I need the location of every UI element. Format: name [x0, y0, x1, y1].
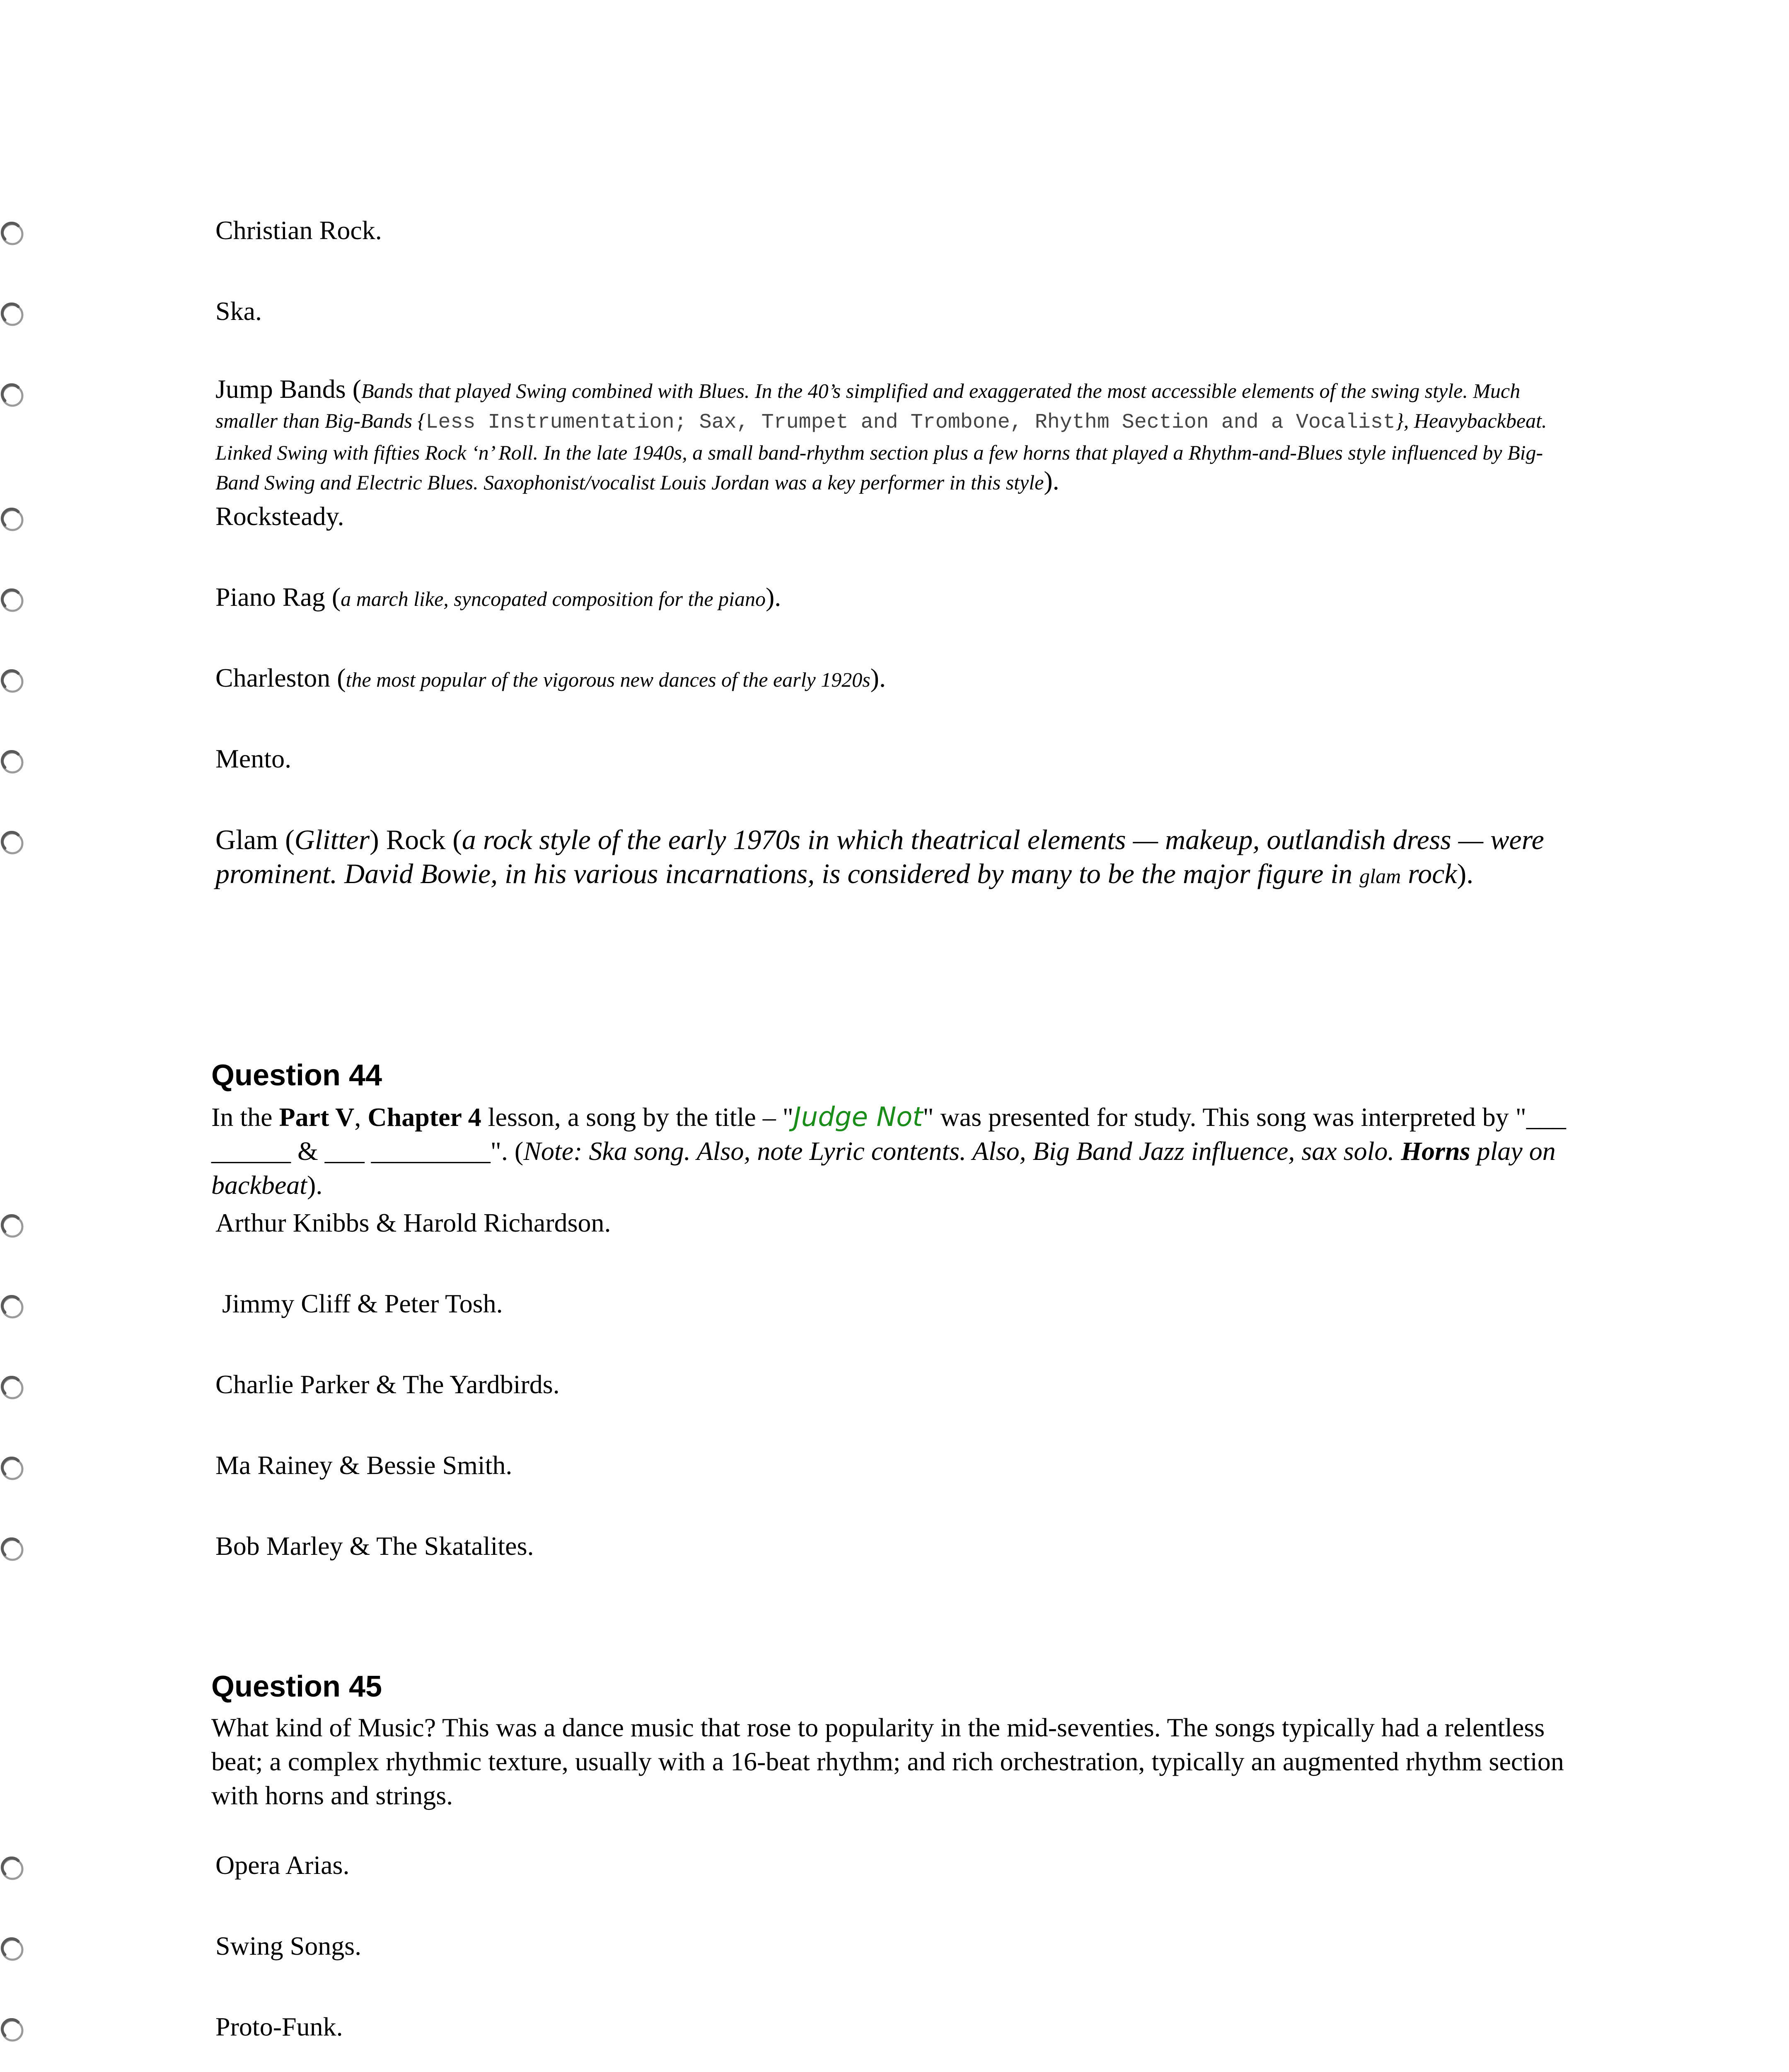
option-label: Proto-Funk.: [215, 2012, 343, 2041]
option-christian-rock: [215, 213, 1574, 247]
option-mento: [215, 742, 1574, 776]
option-label: Bob Marley & The Skatalites.: [215, 1531, 534, 1561]
option-marley-skatalites: [215, 1529, 1574, 1563]
radio-button-parker-yardbirds[interactable]: [0, 1376, 25, 1401]
song-title: Judge Not: [793, 1102, 923, 1133]
option-title: Piano Rag: [215, 582, 325, 612]
part-reference: Part V: [279, 1102, 355, 1132]
radio-button-knibbs-richardson[interactable]: [0, 1214, 25, 1239]
option-label: Jump Bands (Bands that played Swing combined with Blues. In the 40’s simplified and exaggerated the most accessible elements of the swing style. Much smaller than Big-Bands {Less Instrumentation; Sax, Trumpet and Trombone, Rhythm Section and a Vocalist}, Heavybackbeat. Linked Swing with fifties Rock ‘n’ Roll. In the late 1940s, a small band-rhythm section plus a few horns that played a Rhythm-and-Blues style influenced by Big-Band Swing and Electric Blues. Saxophonist/vocalist Louis Jordan was a key performer in this style).: [215, 374, 1547, 495]
option-swing-songs: [215, 1929, 1574, 1963]
question-note: Note: Ska song. Also, note Lyric contents. Also, Big Band Jazz influence, sax solo.: [523, 1136, 1395, 1166]
question-text: What kind of Music? This was a dance music that rose to popularity in the mid-seventies. The songs typically had a relentless beat; a complex rhythmic texture, usually with a 16-beat rhythm; and rich orchestration, typically an augmented rhythm section with horns and strings.: [211, 1713, 1564, 1810]
question-text-segment: ).: [307, 1170, 323, 1200]
option-jump-bands: [215, 375, 1574, 496]
option-description: Bands that played Swing combined with Blues. In the 40’s simplified and exaggerated the most accessible elements of the swing style. Much smaller than Big-Bands {: [215, 379, 1521, 432]
option-description-end: }, Heavybackbeat. Linked Swing with fifties Rock ‘n’ Roll. In the late 1940s, a small band-rhythm section plus a few horns that played a Rhythm-and-Blues style influenced by Big-Band Swing and Electric Blues. Saxophonist/vocalist Louis Jordan was a key performer in this style: [215, 409, 1547, 494]
option-rainey-smith: [215, 1448, 1574, 1482]
option-label: Piano Rag (a march like, syncopated composition for the piano).: [215, 582, 781, 612]
question-heading: Question 44: [211, 1059, 382, 1092]
option-rocksteady: [215, 499, 1574, 533]
option-description: the most popular of the vigorous new dances of the early 1920s: [346, 668, 870, 691]
radio-button-cliff-tosh[interactable]: [0, 1295, 25, 1320]
radio-button-marley-skatalites[interactable]: [0, 1537, 25, 1562]
option-title-a: Glam: [215, 824, 278, 855]
chapter-reference: Chapter 4: [367, 1102, 481, 1132]
option-charleston: [215, 661, 1574, 695]
question-text-segment: In the: [211, 1102, 273, 1132]
radio-button-rocksteady[interactable]: [0, 508, 25, 533]
option-description: a march like, syncopated composition for the piano: [341, 587, 766, 610]
option-label: Ma Rainey & Bessie Smith.: [215, 1450, 513, 1480]
option-label: Mento.: [215, 744, 292, 773]
option-label: Christian Rock.: [215, 215, 382, 245]
radio-button-opera-arias[interactable]: [0, 1857, 25, 1881]
radio-button-charleston[interactable]: [0, 669, 25, 694]
option-label: Jimmy Cliff & Peter Tosh.: [215, 1289, 503, 1318]
question-text-segment: lesson, a song by the title – ": [488, 1102, 793, 1132]
radio-button-christian-rock[interactable]: [0, 222, 25, 247]
question-heading: Question 45: [211, 1670, 382, 1703]
option-label: Rocksteady.: [215, 501, 344, 531]
option-description-small: glam: [1359, 864, 1401, 888]
radio-button-mento[interactable]: [0, 750, 25, 775]
question-note-horns: Horns: [1401, 1136, 1470, 1166]
option-description-end: rock: [1408, 858, 1457, 889]
option-label: Ska.: [215, 296, 262, 326]
option-label: Opera Arias.: [215, 1850, 350, 1880]
radio-button-rainey-smith[interactable]: [0, 1457, 25, 1481]
option-proto-funk: [215, 2010, 1574, 2044]
radio-button-glam-rock[interactable]: [0, 831, 25, 856]
radio-button-proto-funk[interactable]: [0, 2018, 25, 2043]
question-text: In the Part V, Chapter 4 lesson, a song by the title – "Judge Not" was presented for study. This song was interpreted by "___ ______ & ___ _________". (Note: Ska song. Also, note Lyric contents. Also, Big Band Jazz influence, sax solo. Horns play on backbeat).: [211, 1102, 1566, 1200]
option-label: Swing Songs.: [215, 1931, 362, 1961]
option-title: Jump Bands: [215, 374, 346, 404]
radio-button-piano-rag[interactable]: [0, 588, 25, 613]
option-parker-yardbirds: [215, 1368, 1574, 1402]
option-title: Charleston: [215, 663, 331, 692]
option-ska: [215, 294, 1574, 328]
option-label: Arthur Knibbs & Harold Richardson.: [215, 1208, 611, 1237]
option-title-b: Rock: [386, 824, 446, 855]
radio-button-swing-songs[interactable]: [0, 1937, 25, 1962]
radio-button-jump-bands[interactable]: [0, 383, 25, 408]
option-glam-rock: [215, 823, 1574, 893]
question-text-segment: " was presented for study. This song was interpreted by "___ ______ & ___ _________". (: [211, 1102, 1566, 1166]
option-cliff-tosh: [215, 1287, 1574, 1321]
option-knibbs-richardson: [215, 1206, 1574, 1240]
option-opera-arias: [215, 1848, 1574, 1882]
question-note-end: play on backbeat: [211, 1136, 1556, 1200]
option-piano-rag: [215, 580, 1574, 614]
option-title-glitter: Glitter: [294, 824, 370, 855]
option-description: a rock style of the early 1970s in which theatrical elements — makeup, outlandish dress — were prominent. David Bowie, in his various incarnations, is considered by many to be the major figure in: [215, 824, 1544, 889]
option-description-mono: Less Instrumentation; Sax, Trumpet and Trombone, Rhythm Section and a Vocalist: [425, 411, 1395, 434]
option-label: Glam (Glitter) Rock (a rock style of the early 1970s in which theatrical elements — makeup, outlandish dress — were prominent. David Bowie, in his various incarnations, is considered by many to be the major figure in glam rock).: [215, 824, 1544, 889]
radio-button-ska[interactable]: [0, 303, 25, 327]
option-label: Charlie Parker & The Yardbirds.: [215, 1370, 560, 1399]
option-label: Charleston (the most popular of the vigorous new dances of the early 1920s).: [215, 663, 886, 692]
